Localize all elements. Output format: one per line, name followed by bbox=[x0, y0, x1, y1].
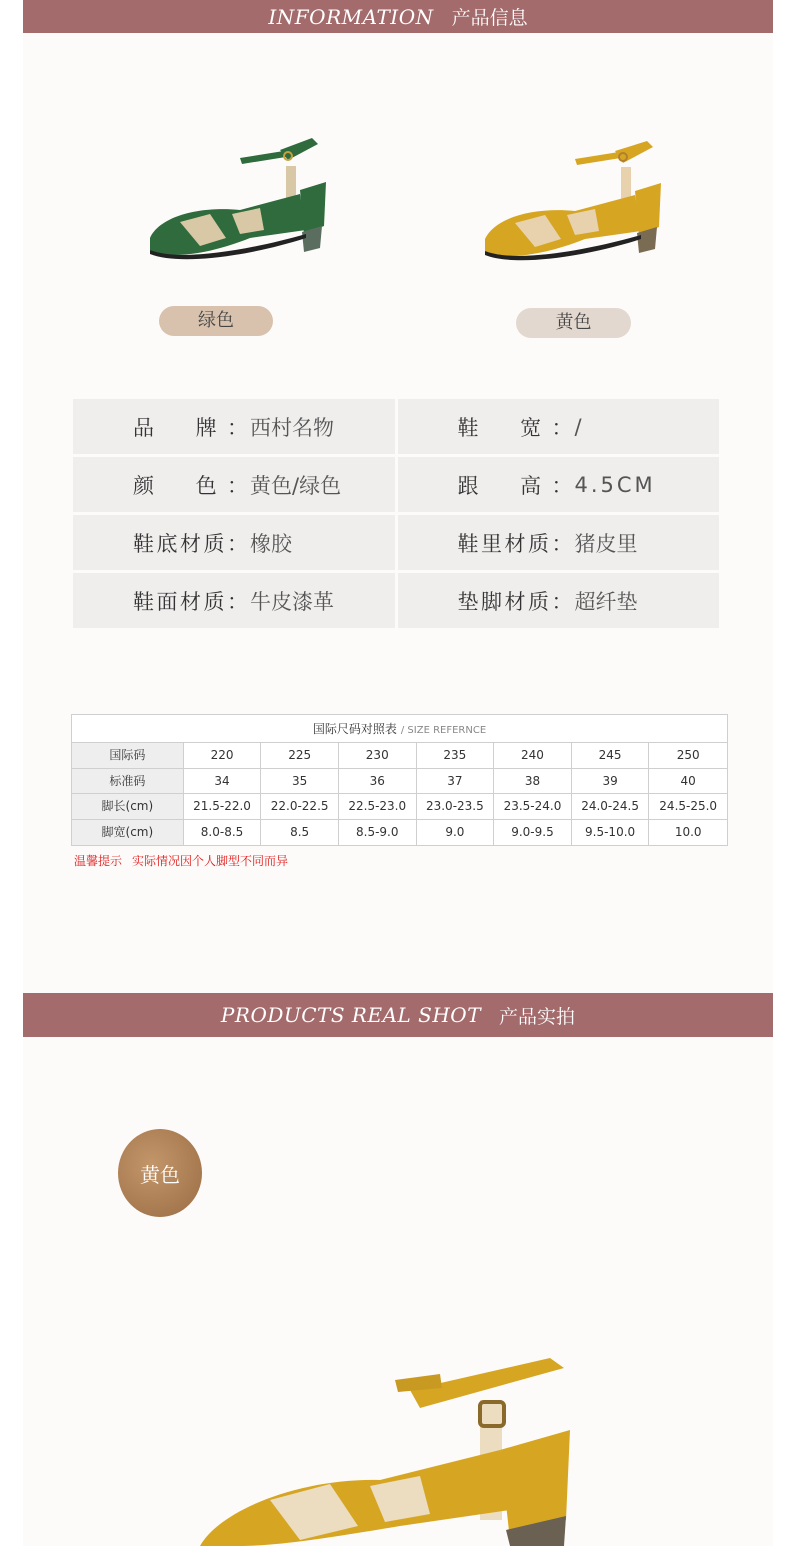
spec-value: 牛皮漆革 bbox=[250, 589, 334, 614]
size-cell: 8.5 bbox=[261, 820, 339, 846]
size-table-body bbox=[72, 743, 727, 845]
spec-cell-brand bbox=[73, 399, 395, 454]
yellow-sandal-image bbox=[475, 135, 675, 275]
spec-value: 西村名物 bbox=[250, 415, 334, 440]
spec-cell-heel-height bbox=[398, 457, 720, 512]
spec-key: 颜 色： bbox=[133, 473, 248, 498]
size-table-title bbox=[72, 715, 727, 743]
size-cell: 34 bbox=[184, 769, 262, 794]
spec-key: 鞋底材质： bbox=[133, 531, 248, 556]
size-cell: 225 bbox=[261, 743, 339, 768]
size-cell: 9.0-9.5 bbox=[494, 820, 572, 846]
spec-row bbox=[73, 515, 719, 570]
yellow-sandal-shape bbox=[485, 141, 661, 260]
yellow-sandal-closeup-image bbox=[180, 1350, 600, 1546]
size-cell: 36 bbox=[339, 769, 417, 794]
size-cell: 235 bbox=[417, 743, 495, 768]
size-cell: 8.5-9.0 bbox=[339, 820, 417, 846]
yellow-sandal-closeup-shape bbox=[200, 1358, 570, 1546]
spec-key: 品 牌： bbox=[133, 415, 248, 440]
size-cell: 40 bbox=[680, 773, 696, 788]
size-cell: 10.0 bbox=[674, 824, 702, 839]
size-cell: 22.0-22.5 bbox=[261, 794, 339, 819]
size-cell: 245 bbox=[572, 743, 650, 768]
size-table-row bbox=[72, 794, 727, 820]
size-row-header: 标准码 bbox=[72, 769, 184, 794]
spec-row bbox=[73, 399, 719, 454]
size-row-header: 国际码 bbox=[72, 743, 184, 768]
yellow-color-label: 黄色 bbox=[516, 308, 631, 338]
spec-key: 鞋 宽： bbox=[457, 415, 573, 440]
banner-title-en: PRODUCTS REAL SHOT bbox=[220, 1003, 482, 1027]
size-cell: 38 bbox=[494, 769, 572, 794]
size-table-row bbox=[72, 743, 727, 769]
spec-cell-upper-material bbox=[73, 573, 395, 628]
size-cell: 220 bbox=[184, 743, 262, 768]
product-spec-table bbox=[73, 399, 719, 631]
spec-key: 鞋面材质： bbox=[133, 589, 248, 614]
green-color-label: 绿色 bbox=[159, 306, 273, 336]
size-note-label: 温馨提示 bbox=[74, 854, 123, 868]
size-cell: 24.5-25.0 bbox=[659, 799, 718, 813]
size-cell: 22.5-23.0 bbox=[339, 794, 417, 819]
green-sandal-image bbox=[140, 130, 340, 270]
size-cell: 35 bbox=[261, 769, 339, 794]
spec-cell-insole-material bbox=[398, 573, 720, 628]
size-cell: 9.5-10.0 bbox=[572, 820, 650, 846]
spec-key: 跟 高： bbox=[457, 473, 573, 498]
spec-value: / bbox=[574, 414, 582, 439]
information-banner bbox=[23, 0, 773, 33]
spec-value: 猪皮里 bbox=[574, 531, 638, 556]
spec-key: 垫脚材质： bbox=[457, 589, 573, 614]
size-cell: 23.5-24.0 bbox=[494, 794, 572, 819]
size-table-row bbox=[72, 820, 727, 846]
size-table-row bbox=[72, 769, 727, 795]
size-table-subtitle: / SIZE REFERNCE bbox=[400, 725, 487, 736]
yellow-color-badge: 黄色 bbox=[118, 1129, 202, 1217]
spec-value: 橡胶 bbox=[250, 531, 292, 556]
size-cell: 8.0-8.5 bbox=[184, 820, 262, 846]
spec-value: 黄色/绿色 bbox=[250, 473, 342, 498]
spec-cell-width bbox=[398, 399, 720, 454]
spec-cell-lining-material bbox=[398, 515, 720, 570]
size-note bbox=[74, 852, 288, 869]
size-cell: 21.5-22.0 bbox=[184, 794, 262, 819]
spec-row bbox=[73, 573, 719, 628]
spec-cell-sole-material bbox=[73, 515, 395, 570]
banner-title-en: INFORMATION bbox=[268, 4, 434, 29]
size-cell: 230 bbox=[339, 743, 417, 768]
size-cell: 24.0-24.5 bbox=[572, 794, 650, 819]
size-cell: 39 bbox=[572, 769, 650, 794]
real-shot-banner bbox=[23, 993, 773, 1037]
banner-title-cn: 产品实拍 bbox=[499, 1005, 576, 1028]
spec-value: 4.5CM bbox=[574, 472, 656, 497]
size-cell: 240 bbox=[494, 743, 572, 768]
size-cell: 9.0 bbox=[417, 820, 495, 846]
green-sandal-shape bbox=[150, 138, 326, 259]
size-table-title-cn: 国际尺码对照表 bbox=[312, 722, 397, 736]
banner-title-cn: 产品信息 bbox=[451, 7, 528, 29]
size-cell: 23.0-23.5 bbox=[417, 794, 495, 819]
spec-key: 鞋里材质： bbox=[457, 531, 573, 556]
spec-cell-color bbox=[73, 457, 395, 512]
size-cell: 37 bbox=[417, 769, 495, 794]
size-row-header: 脚长(cm) bbox=[72, 794, 184, 819]
spec-value: 超纤垫 bbox=[574, 589, 638, 614]
size-cell: 250 bbox=[676, 748, 700, 762]
size-row-header: 脚宽(cm) bbox=[72, 820, 184, 846]
spec-row bbox=[73, 457, 719, 512]
size-reference-table bbox=[71, 714, 728, 846]
size-note-text: 实际情况因个人脚型不同而异 bbox=[132, 854, 289, 868]
